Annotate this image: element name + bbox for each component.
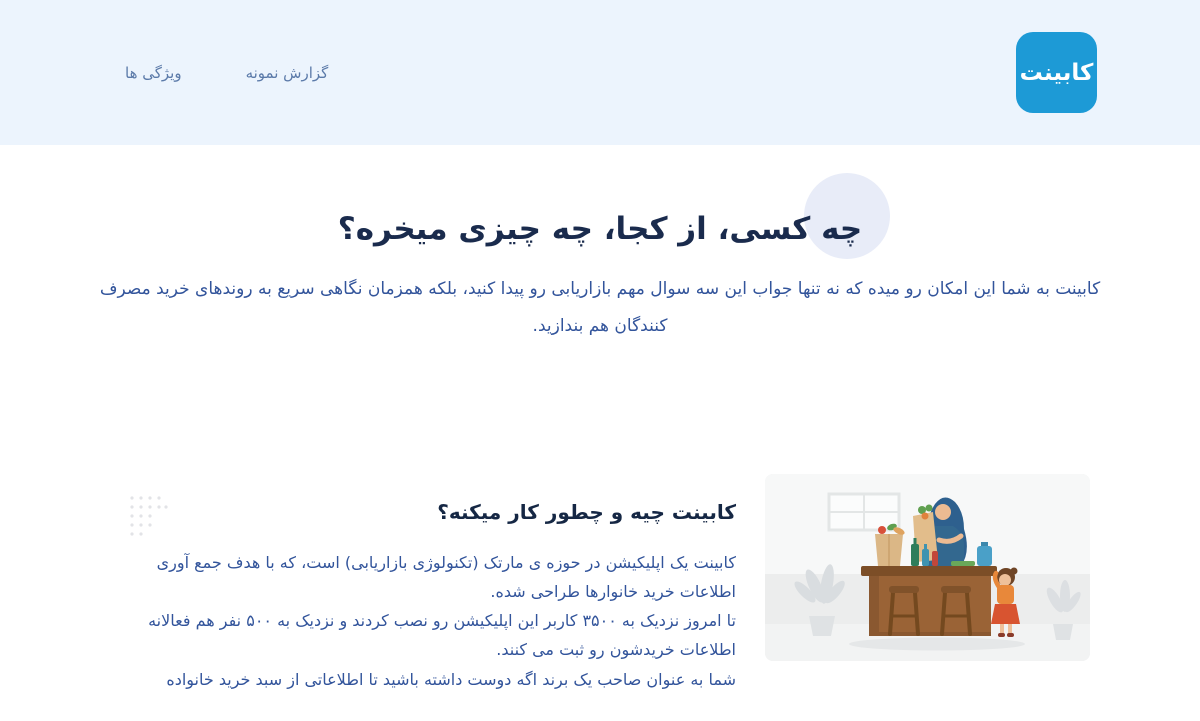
hero-section xyxy=(0,145,1200,344)
about-paragraphs xyxy=(140,548,736,694)
about-section xyxy=(0,474,1200,694)
about-paragraph-3: شما به عنوان صاحب یک برند اگه دوست داشته باشید تا اطلاعاتی از سبد خرید خانواده xyxy=(166,669,736,689)
header xyxy=(0,0,1200,145)
brand-logo[interactable] xyxy=(1016,32,1097,113)
brand-logo-text: کابینت xyxy=(1019,59,1094,86)
about-text-column xyxy=(140,474,736,694)
about-title: کابینت چیه و چطور کار میکنه؟ xyxy=(437,500,736,525)
about-paragraph-2: تا امروز نزدیک به ۳۵۰۰ کاربر این اپلیکیشن رو نصب کردند و نزدیک به ۵۰۰ نفر هم فعالانه اطلاعات خریدشون رو ثبت می کنند. xyxy=(148,611,736,660)
nav-item-sample-report[interactable]: گزارش نمونه xyxy=(245,63,329,82)
nav-item-features[interactable]: ویژگی ها xyxy=(125,63,182,82)
hero-description: کابینت به شما این امکان رو میده که نه تنها جواب این سه سوال مهم بازاریابی رو پیدا کنید، بلکه همزمان نگاهی سریع به روندهای خرید مصرف کنندگان هم بندازید. xyxy=(99,279,1101,336)
about-paragraph-1: کابینت یک اپلیکیشن در حوزه ی مارتک (تکنولوژی بازاریابی) است، که با هدف جمع آوری اطلاعات خرید خانوارها طراحی شده. xyxy=(156,553,736,602)
kitchen-scene-svg xyxy=(765,474,1090,661)
hero-title-wrap xyxy=(338,211,862,247)
kitchen-grocery-illustration xyxy=(765,474,1090,661)
main-content xyxy=(0,145,1200,694)
about-heading-row xyxy=(140,500,736,524)
hero-title: چه کسی، از کجا، چه چیزی میخره؟ xyxy=(337,211,863,247)
main-nav xyxy=(125,64,328,82)
